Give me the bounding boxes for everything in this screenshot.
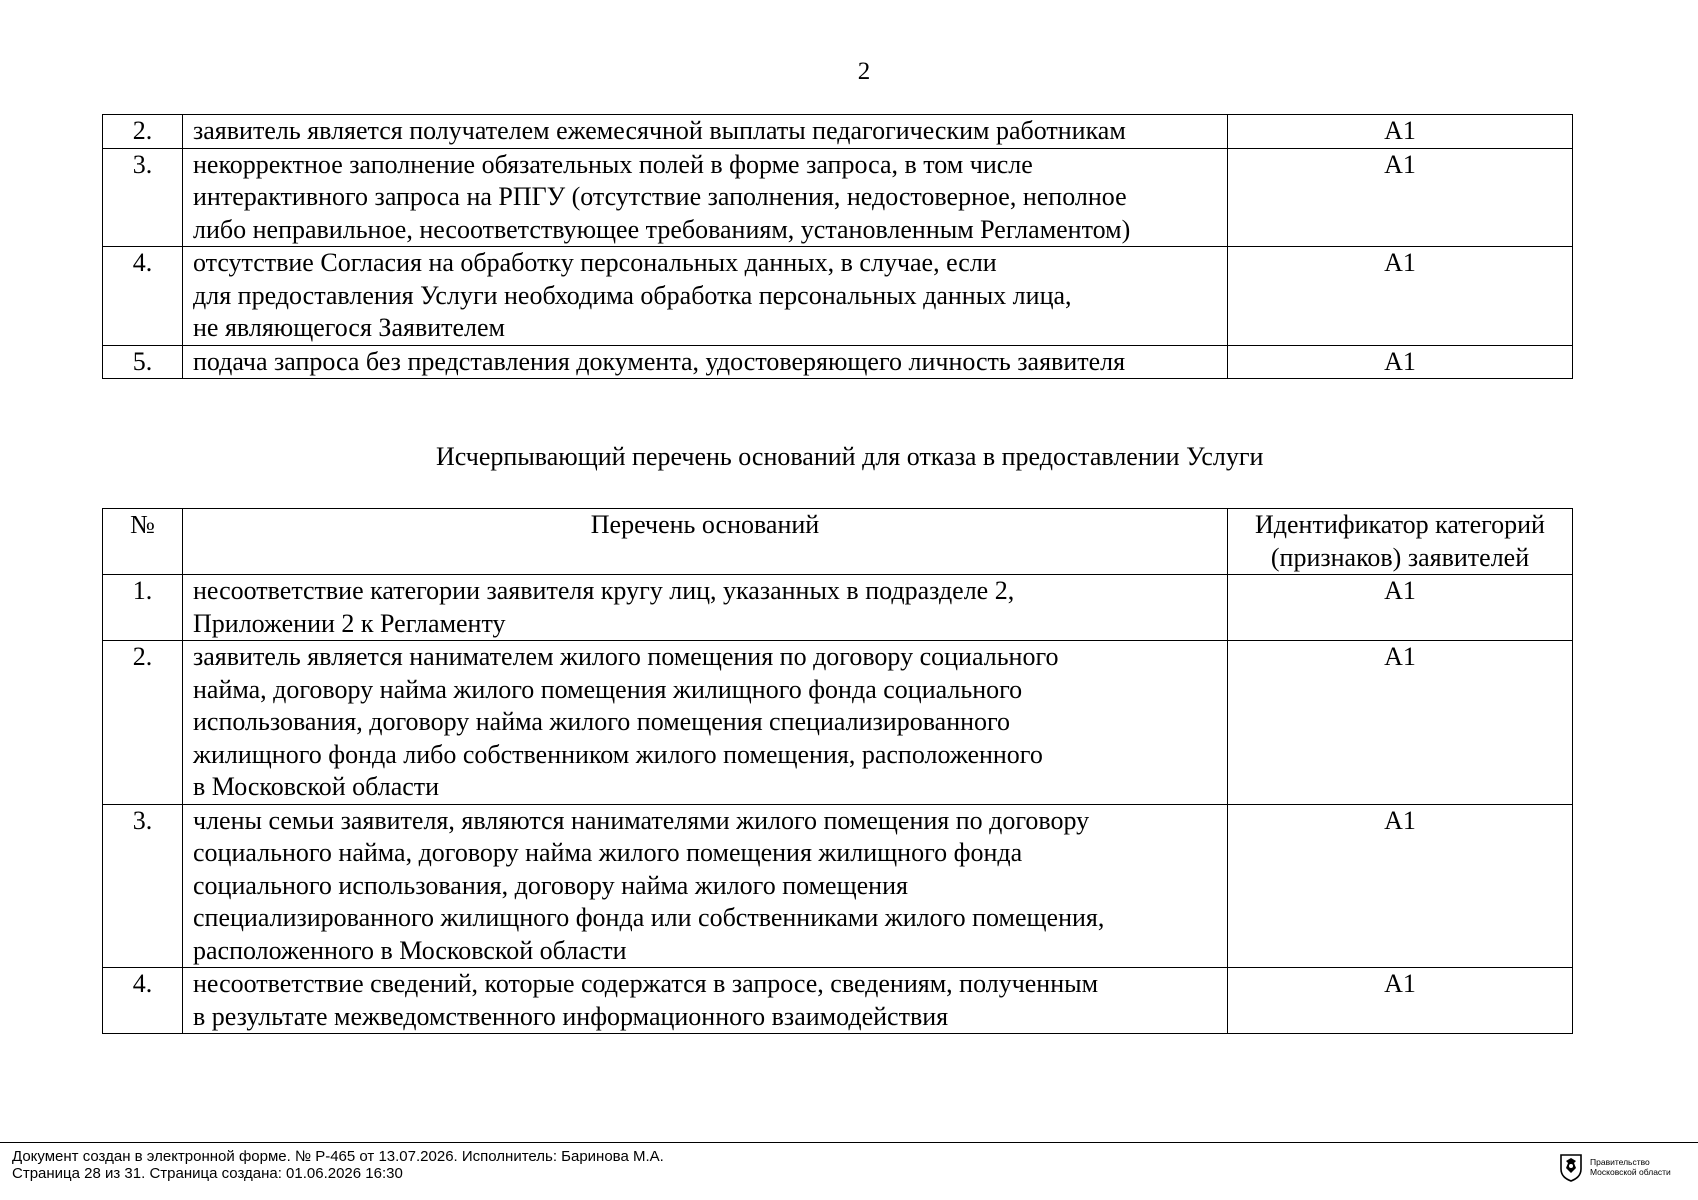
row-grounds-text: [183, 641, 1228, 805]
table-row: [103, 968, 1573, 1034]
table-row: [103, 345, 1573, 379]
page-number: 2: [857, 58, 871, 85]
grounds-table-continuation: [102, 114, 1573, 379]
header-category-id-line: Идентификатор категорий: [1255, 510, 1545, 539]
row-grounds-text: [183, 148, 1228, 247]
row-number: 5.: [103, 345, 183, 379]
grounds-text-line: некорректное заполнение обязательных полей в форме запроса, в том числе: [193, 149, 1033, 179]
table-row: [103, 148, 1573, 247]
footer-divider: [0, 1142, 1698, 1143]
row-grounds-text: [183, 804, 1228, 968]
row-category-id: А1: [1228, 641, 1573, 805]
grounds-text-line: подача запроса без представления документа, удостоверяющего личность заявителя: [193, 346, 1126, 376]
row-number: 1.: [103, 575, 183, 641]
row-category-id: А1: [1228, 345, 1573, 379]
row-grounds-text: [183, 247, 1228, 346]
section-title: Исчерпывающий перечень оснований для отказа в предоставлении Услуги: [436, 442, 1264, 471]
grounds-text-line: интерактивного запроса на РПГУ (отсутствие заполнения, недостоверное, неполное: [193, 182, 1127, 211]
table-row: [103, 641, 1573, 805]
row-category-id: А1: [1228, 575, 1573, 641]
header-category-id: [1228, 509, 1573, 575]
table-header-row: [103, 509, 1573, 575]
grounds-text-line: найма, договору найма жилого помещения жилищного фонда социального: [193, 674, 1023, 704]
grounds-text-line: расположенного в Московской области: [193, 935, 627, 965]
grounds-text-line: в результате межведомственного информационного взаимодействия: [193, 1001, 949, 1031]
grounds-text-line: либо неправильное, несоответствующее требованиям, установленным Регламентом): [193, 214, 1131, 244]
row-number: 3.: [103, 804, 183, 968]
refusal-grounds-table: [102, 508, 1573, 1034]
grounds-text-line: социального использования, договору найма жилого помещения: [193, 870, 908, 900]
row-category-id: А1: [1228, 804, 1573, 968]
grounds-text-line: несоответствие сведений, которые содержатся в запросе, сведениям, полученным: [193, 969, 1099, 998]
grounds-text-line: отсутствие Согласия на обработку персональных данных, в случае, если: [193, 248, 997, 277]
grounds-text-line: специализированного жилищного фонда или собственниками жилого помещения,: [193, 903, 1105, 932]
grounds-text-line: для предоставления Услуги необходима обработка персональных данных лица,: [193, 280, 1072, 310]
grounds-text-line: в Московской области: [193, 772, 440, 801]
row-grounds-text: [183, 345, 1228, 379]
grounds-text-line: несоответствие категории заявителя кругу лиц, указанных в подразделе 2,: [193, 576, 1015, 605]
row-number: 2.: [103, 115, 183, 149]
row-grounds-text: [183, 575, 1228, 641]
row-grounds-text: [183, 968, 1228, 1034]
row-category-id: А1: [1228, 247, 1573, 346]
moscow-oblast-emblem-icon: [1558, 1152, 1584, 1182]
grounds-text-line: использования, договору найма жилого помещения специализированного: [193, 707, 1011, 736]
header-grounds: Перечень оснований: [183, 509, 1228, 575]
table-row: [103, 575, 1573, 641]
row-category-id: А1: [1228, 115, 1573, 149]
grounds-text-line: заявитель является нанимателем жилого помещения по договору социального: [193, 642, 1059, 671]
footer-line-document: Документ создан в электронной форме. № Р-465 от 13.07.2026. Исполнитель: Баринова М.А.: [12, 1148, 664, 1165]
table-row: [103, 115, 1573, 149]
grounds-text-line: Приложении 2 к Регламенту: [193, 608, 506, 638]
grounds-text-line: жилищного фонда либо собственником жилого помещения, расположенного: [193, 739, 1043, 769]
row-number: 3.: [103, 148, 183, 247]
header-number: №: [103, 509, 183, 575]
government-logo: [1558, 1152, 1671, 1182]
grounds-text-line: не являющегося Заявителем: [193, 313, 506, 342]
row-number: 2.: [103, 641, 183, 805]
grounds-text-line: социального найма, договору найма жилого помещения жилищного фонда: [193, 838, 1023, 867]
footer-info: [12, 1148, 664, 1182]
row-category-id: А1: [1228, 148, 1573, 247]
table-row: [103, 247, 1573, 346]
grounds-text-line: члены семьи заявителя, являются нанимателями жилого помещения по договору: [193, 805, 1090, 835]
logo-text-line: Московской области: [1590, 1167, 1671, 1177]
row-number: 4.: [103, 968, 183, 1034]
footer-line-page: Страница 28 из 31. Страница создана: 01.06.2026 16:30: [12, 1165, 403, 1182]
row-number: 4.: [103, 247, 183, 346]
grounds-text-line: заявитель является получателем ежемесячной выплаты педагогическим работникам: [193, 116, 1126, 145]
table-row: [103, 804, 1573, 968]
row-category-id: А1: [1228, 968, 1573, 1034]
header-category-id-line: (признаков) заявителей: [1270, 542, 1530, 572]
row-grounds-text: [183, 115, 1228, 149]
logo-text-line: Правительство: [1590, 1157, 1650, 1167]
